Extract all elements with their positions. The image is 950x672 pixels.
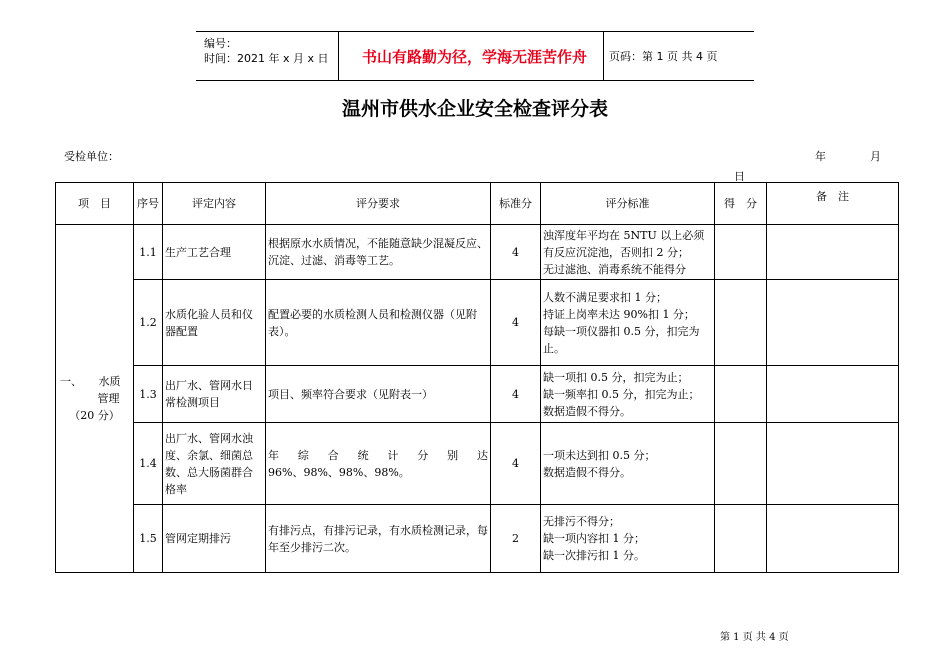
row-standard-score: 2 <box>491 505 541 573</box>
row-remarks-cell <box>767 505 899 573</box>
column-header-score: 得 分 <box>715 183 767 225</box>
section-water-quality <box>56 225 134 573</box>
requirement-line: 年 综 合 统 计 分 别 达 <box>268 448 488 462</box>
section-name: 一、 水质 <box>60 375 121 388</box>
criteria-line: 每缺一项仪器扣 0.5 分，扣完为止。 <box>543 324 700 355</box>
row-criteria <box>541 280 715 366</box>
document-header <box>196 31 754 81</box>
row-requirement: 项目、频率符合要求（见附表一） <box>266 366 491 423</box>
time-label: 时间：2021 年 x 月 x 日 <box>204 52 329 65</box>
table-row <box>56 505 899 573</box>
header-left-cell <box>196 32 338 80</box>
row-number: 1.1 <box>134 225 163 280</box>
inspection-score-table <box>55 182 899 573</box>
row-score-cell <box>715 225 767 280</box>
criteria-line: 缺一项扣 0.5 分，扣完为止； <box>543 370 689 384</box>
column-header-remarks: 备 注 <box>767 183 899 225</box>
row-content: 出厂水、管网水日常检测项目 <box>163 366 266 423</box>
requirement-line: 96%、98%、98%、98%。 <box>268 465 410 479</box>
row-remarks-cell <box>767 423 899 505</box>
month-label: 月 <box>870 150 881 163</box>
criteria-line: 缺一频率扣 0.5 分，扣完为止； <box>543 387 700 401</box>
row-requirement: 根据原水水质情况，不能随意缺少混凝反应、沉淀、过滤、消毒等工艺。 <box>266 225 491 280</box>
row-remarks-cell <box>767 225 899 280</box>
criteria-line: 一项未达到扣 0.5 分； <box>543 448 656 462</box>
row-requirement: 有排污点，有排污记录，有水质检测记录，每年至少排污二次。 <box>266 505 491 573</box>
table-row <box>56 225 899 280</box>
table-row <box>56 366 899 423</box>
header-motto: 书山有路勤为径，学海无涯苦作舟 <box>361 48 587 66</box>
row-content: 管网定期排污 <box>163 505 266 573</box>
criteria-line: 浊浑度年平均在 5NTU 以上必须有反应沉淀池，否则扣 2 分； <box>543 228 705 259</box>
criteria-line: 持证上岗率未达 90%扣 1 分； <box>543 307 695 321</box>
row-standard-score: 4 <box>491 366 541 423</box>
page-footer: 第 1 页 共 4 页 <box>720 632 789 643</box>
criteria-line: 数据造假不得分。 <box>543 404 631 418</box>
row-requirement: 配置必要的水质检测人员和检测仪器（见附表）。 <box>266 280 491 366</box>
row-content: 水质化验人员和仪器配置 <box>163 280 266 366</box>
row-criteria <box>541 505 715 573</box>
page-title: 温州市供水企业安全检查评分表 <box>341 98 608 120</box>
table-row <box>56 423 899 505</box>
row-standard-score: 4 <box>491 225 541 280</box>
header-divider <box>338 32 339 80</box>
row-score-cell <box>715 505 767 573</box>
table-row <box>56 280 899 366</box>
year-label: 年 <box>815 150 826 163</box>
inspected-unit-label: 受检单位： <box>64 150 119 163</box>
row-criteria <box>541 423 715 505</box>
column-header-standard-score: 标准分 <box>491 183 541 225</box>
column-header-no: 序号 <box>134 183 163 225</box>
row-number: 1.5 <box>134 505 163 573</box>
row-content: 生产工艺合理 <box>163 225 266 280</box>
table-header-row <box>56 183 899 225</box>
criteria-line: 无排污不得分； <box>543 515 620 528</box>
code-label: 编号： <box>204 37 237 50</box>
row-content: 出厂水、管网水浊度、余氯、细菌总数、总大肠菌群合格率 <box>163 423 266 505</box>
row-score-cell <box>715 423 767 505</box>
row-requirement <box>266 423 491 505</box>
criteria-line: 无过滤池、消毒系统不能得分 <box>543 262 686 276</box>
column-header-requirement: 评分要求 <box>266 183 491 225</box>
row-score-cell <box>715 366 767 423</box>
section-name-2: 管理 <box>97 392 120 405</box>
row-number: 1.4 <box>134 423 163 505</box>
column-header-item: 项 目 <box>56 183 134 225</box>
row-remarks-cell <box>767 280 899 366</box>
row-number: 1.2 <box>134 280 163 366</box>
row-standard-score: 4 <box>491 280 541 366</box>
criteria-line: 缺一次排污扣 1 分。 <box>543 549 645 562</box>
criteria-line: 人数不满足要求扣 1 分； <box>543 290 667 304</box>
row-standard-score: 4 <box>491 423 541 505</box>
row-remarks-cell <box>767 366 899 423</box>
row-criteria <box>541 225 715 280</box>
column-header-content: 评定内容 <box>163 183 266 225</box>
row-criteria <box>541 366 715 423</box>
row-score-cell <box>715 280 767 366</box>
column-header-criteria: 评分标准 <box>541 183 715 225</box>
row-number: 1.3 <box>134 366 163 423</box>
day-label: 日 <box>734 170 745 183</box>
section-points: （20 分） <box>69 409 120 422</box>
header-page-label: 页码：第 1 页 共 4 页 <box>609 50 718 63</box>
header-divider <box>603 32 604 80</box>
criteria-line: 数据造假不得分。 <box>543 465 631 479</box>
criteria-line: 缺一项内容扣 1 分； <box>543 532 645 545</box>
